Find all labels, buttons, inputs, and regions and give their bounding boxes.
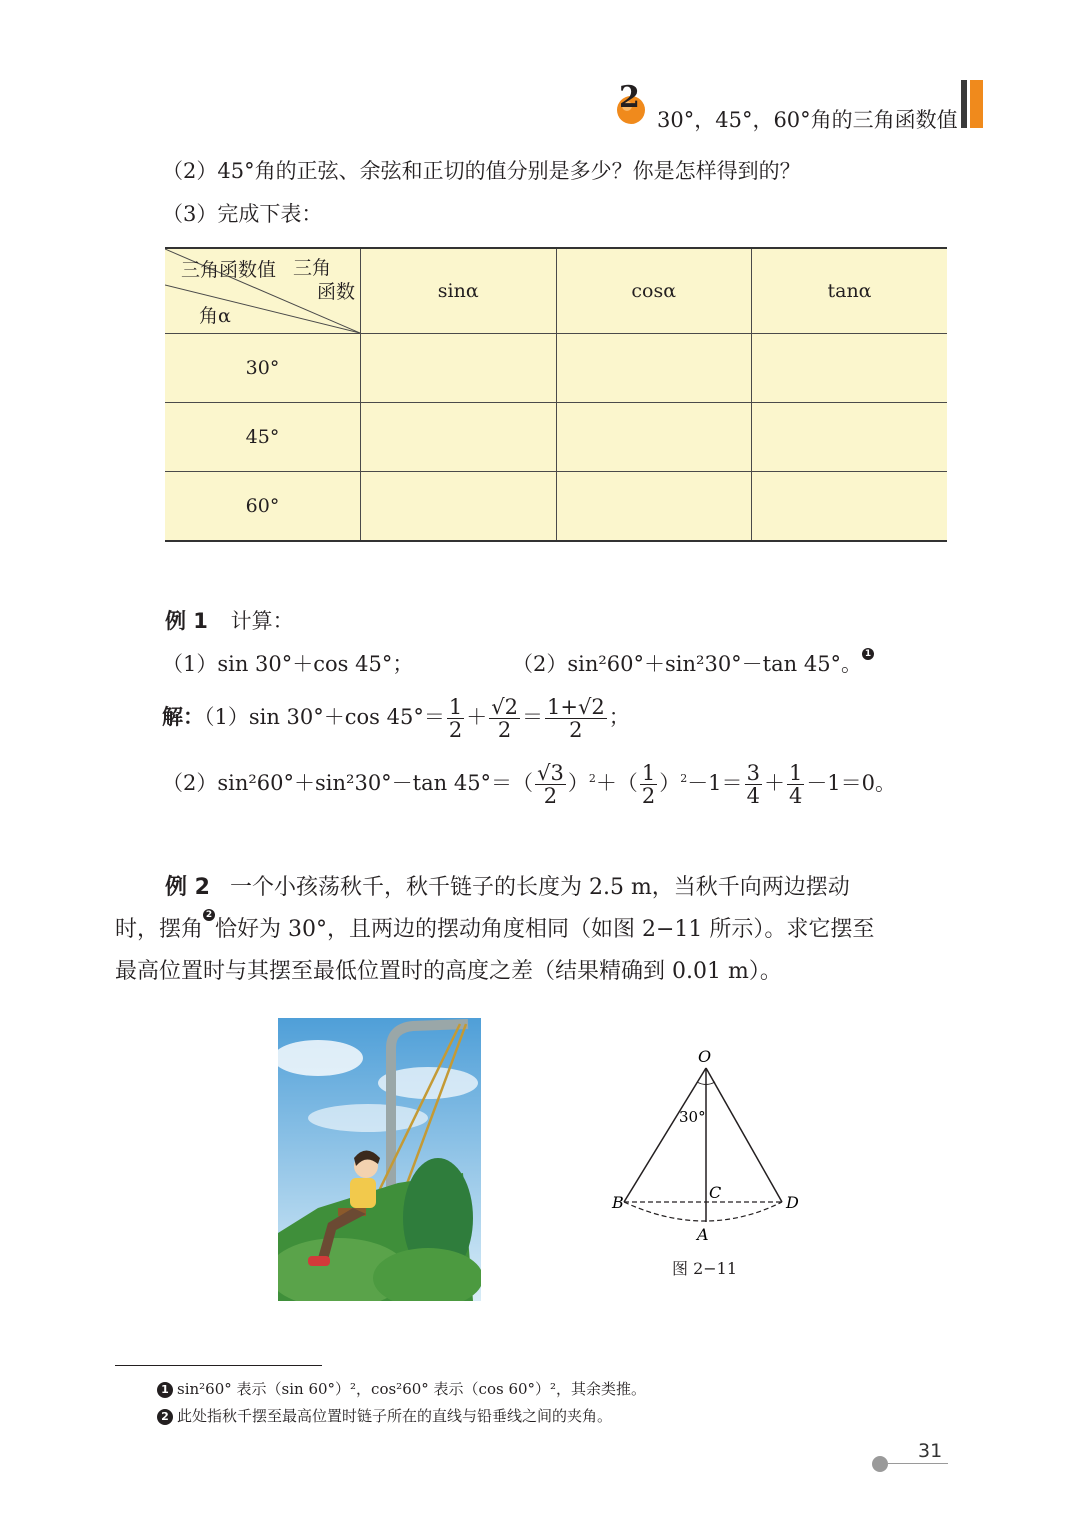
cell-cos45[interactable] <box>556 403 752 472</box>
corner-label-func2: 函数 <box>317 281 356 303</box>
question-2: （2）45°角的正弦、余弦和正切的值分别是多少？你是怎样得到的？ <box>162 159 801 183</box>
page-number: 31 <box>918 1440 943 1462</box>
corner-label-values: 三角函数值 <box>181 259 277 281</box>
example2-line2b: 恰好为 30°，且两边的摆动角度相同（如图 2−11 所示）。求它摆至 <box>215 917 875 942</box>
col-header-tan: tanα <box>752 248 948 334</box>
section-title: 30°，45°，60°角的三角函数值 <box>657 108 958 132</box>
example1-item2: （2）sin²60°＋sin²30°－tan 45°。 <box>512 652 863 676</box>
cell-cos30[interactable] <box>556 334 752 403</box>
solution1: 解：（1）sin 30°＋cos 45°＝ $\frac{1}{2}$ ＋ $\frac{√2}{2}$ ＝ $\frac{1+√2}{2}$ ； <box>162 695 630 743</box>
footnote-number-2: 2 <box>157 1409 173 1425</box>
figure-caption: 图 2−11 <box>672 1259 738 1278</box>
table-corner-header <box>165 248 361 334</box>
corner-label-angle: 角α <box>199 305 231 327</box>
pendulum-figure <box>600 1040 820 1240</box>
footnote-number-1: 1 <box>157 1382 173 1398</box>
cell-tan45[interactable] <box>752 403 948 472</box>
row-header-30: 30° <box>165 334 361 403</box>
solution2: （2）sin²60°＋sin²30°－tan 45°＝（ $\frac{√3}{2}$ ）$^2$＋（ $\frac{1}{2}$ ）$^2$－1＝ $\frac{3}{4}$ ＋ $\frac{1}{4}$ －1＝0。 <box>162 761 897 809</box>
trig-table <box>165 247 947 542</box>
header-bar-dark <box>961 80 967 128</box>
footnote-1-text: sin²60° 表示（sin 60°）²，cos²60° 表示（cos 60°）²，其余类推。 <box>177 1380 647 1398</box>
example1-title: 例 1 <box>165 609 208 633</box>
label-C: C <box>709 1183 722 1202</box>
solution2-tail: －1＝0。 <box>806 771 897 796</box>
fraction: $\frac{1}{2}$ <box>448 695 463 743</box>
fraction: $\frac{1}{4}$ <box>788 761 803 809</box>
footnote-divider <box>115 1365 322 1366</box>
example2-paragraph <box>115 867 955 993</box>
cell-tan30[interactable] <box>752 334 948 403</box>
col-header-cos: cosα <box>556 248 752 334</box>
label-B: B <box>612 1193 624 1212</box>
label-O: O <box>698 1047 712 1066</box>
solution-label: 解： <box>162 705 204 730</box>
cell-sin30[interactable] <box>361 334 557 403</box>
example1-prompt: 计算： <box>230 609 294 633</box>
cell-cos60[interactable] <box>556 472 752 542</box>
swing-illustration <box>278 1018 481 1301</box>
label-angle: 30° <box>679 1108 706 1126</box>
fraction: $\frac{√2}{2}$ <box>491 695 518 743</box>
example1-item2-wrap <box>512 648 874 678</box>
row-header-45: 45° <box>165 403 361 472</box>
footnote-2 <box>157 1405 612 1426</box>
solution1-left: （1）sin 30°＋cos 45°＝ <box>204 705 445 730</box>
example2-line3: 最高位置时与其摆至最低位置时的高度之差（结果精确到 0.01 m）。 <box>115 959 782 984</box>
cell-sin60[interactable] <box>361 472 557 542</box>
fraction: $\frac{1}{2}$ <box>641 761 656 809</box>
fraction: $\frac{1+√2}{2}$ <box>546 695 605 743</box>
fraction: $\frac{3}{4}$ <box>746 761 760 809</box>
question-3: （3）完成下表： <box>162 202 323 226</box>
header-bar-accent <box>970 80 983 128</box>
cell-tan60[interactable] <box>752 472 948 542</box>
corner-label-func1: 三角 <box>293 257 332 279</box>
example2-line2a: 时，摆角 <box>115 917 204 942</box>
footnote-2-text: 此处指秋千摆至最高位置时链子所在的直线与铅垂线之间的夹角。 <box>177 1407 613 1425</box>
col-header-sin: sinα <box>361 248 557 334</box>
solution2-left: （2）sin²60°＋sin²30°－tan 45°＝（ <box>162 771 534 796</box>
label-D: D <box>786 1193 799 1212</box>
page-number-line <box>888 1463 948 1464</box>
example2-title: 例 2 <box>165 875 210 900</box>
page-number-dot <box>872 1456 888 1472</box>
row-header-60: 60° <box>165 472 361 542</box>
example1-heading <box>165 605 294 635</box>
example1-item1: （1）sin 30°＋cos 45°； <box>162 652 414 676</box>
footnote-1 <box>157 1378 646 1399</box>
example2-line1: 一个小孩荡秋千，秋千链子的长度为 2.5 m，当秋千向两边摆动 <box>229 875 850 900</box>
footnote-ref-2: 2 <box>203 909 215 921</box>
section-number: 2 <box>619 80 640 115</box>
fraction: $\frac{√3}{2}$ <box>537 761 564 809</box>
label-A: A <box>697 1225 709 1240</box>
cell-sin45[interactable] <box>361 403 557 472</box>
footnote-ref-1: 1 <box>862 648 874 660</box>
